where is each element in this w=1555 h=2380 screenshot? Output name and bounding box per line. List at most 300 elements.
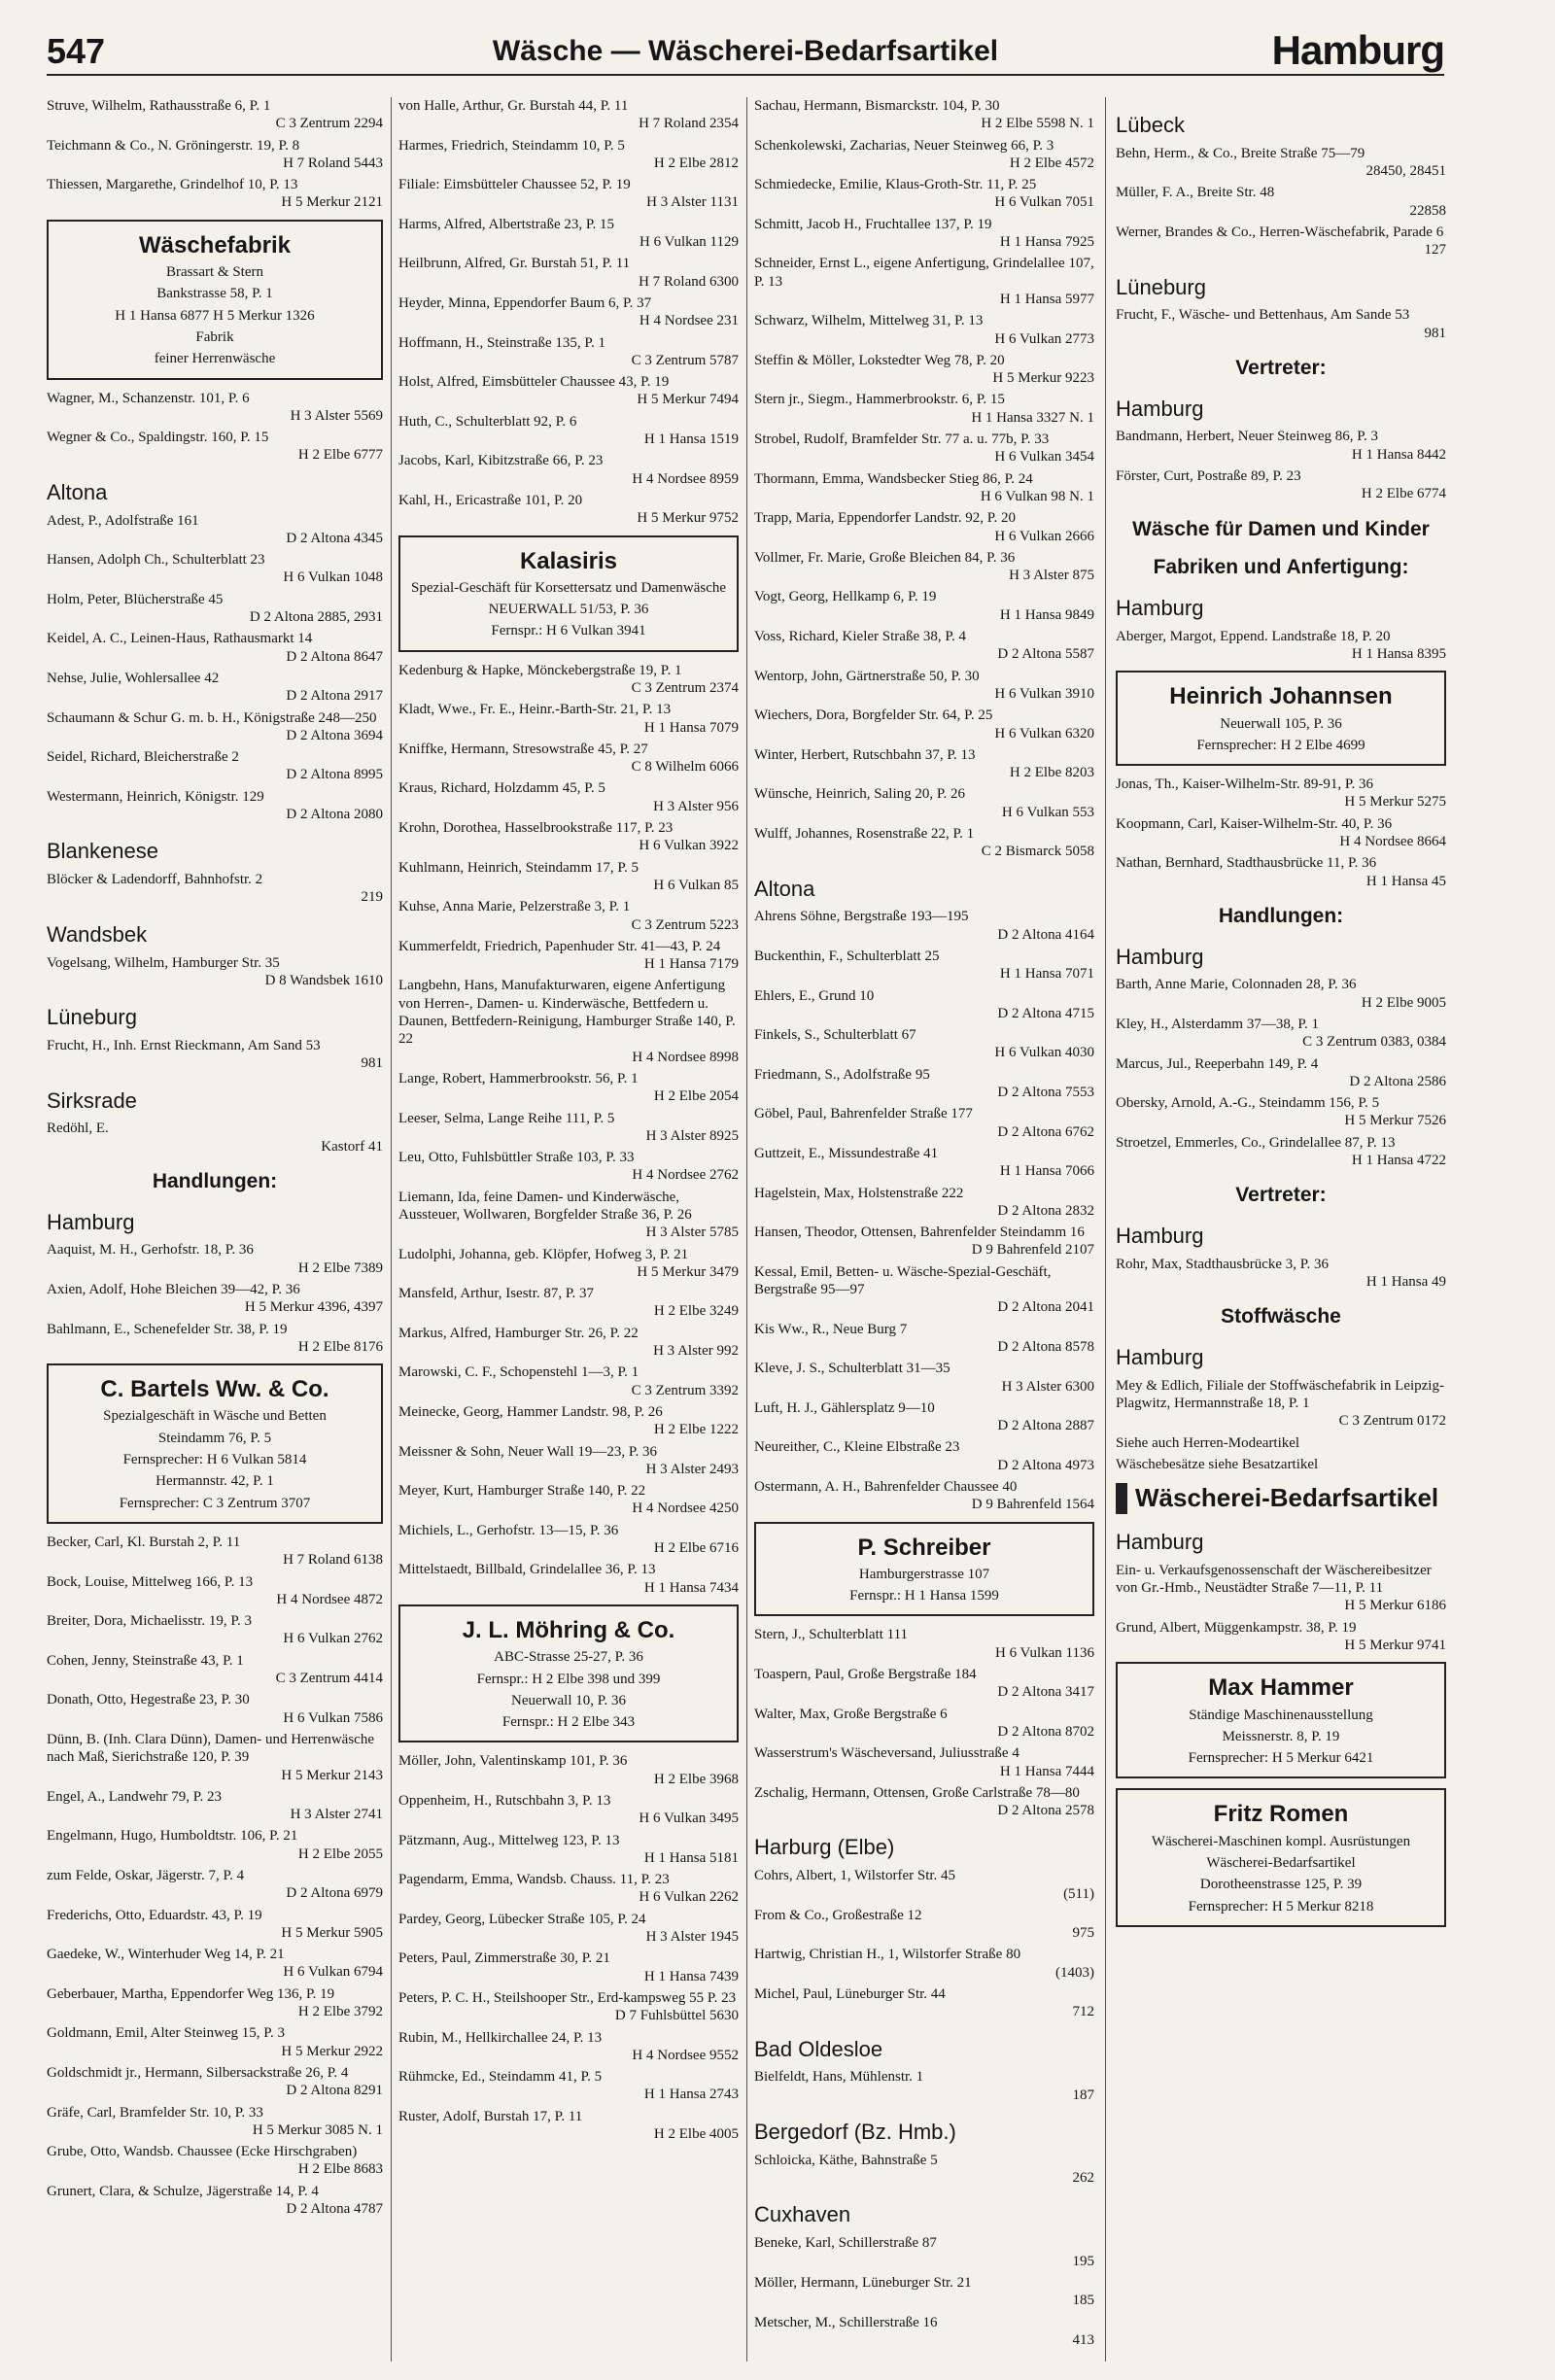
- listing-name: Hartwig, Christian H., 1, Wilstorfer Straße 80: [754, 1947, 1021, 1963]
- listing-entry: [47, 1691, 383, 1727]
- listing-name: Müller, F. A., Breite Str. 48: [1116, 185, 1275, 201]
- listing-phone: H 1 Hansa 7179: [643, 956, 739, 973]
- listing-entry: [398, 334, 739, 370]
- listing-name: Kuhlmann, Heinrich, Steindamm 17, P. 5: [398, 859, 639, 876]
- listing-phone: (1403): [1055, 1964, 1094, 1981]
- listing-phone: D 2 Altona 4973: [997, 1457, 1094, 1473]
- listing-name: Gaedeke, W., Winterhuder Weg 14, P. 21: [47, 1947, 285, 1963]
- listing-name: Wegner & Co., Spaldingstr. 160, P. 15: [47, 430, 269, 446]
- column-1: [47, 97, 383, 2362]
- listing-entry: [47, 1731, 383, 1784]
- listing-name: Pardey, Georg, Lübecker Straße 105, P. 24: [398, 1911, 646, 1927]
- listing-phone: D 2 Altona 2887: [997, 1418, 1094, 1434]
- listing-name: Pagendarm, Emma, Wandsb. Chauss. 11, P. 23: [398, 1872, 670, 1888]
- listing-name: Wiechers, Dora, Borgfelder Str. 64, P. 25: [754, 707, 993, 724]
- page-header: [47, 27, 1444, 76]
- listing-phone: Kastorf 41: [321, 1138, 383, 1155]
- section-heading: Handlungen:: [1218, 904, 1344, 927]
- listing-name: Cohrs, Albert, 1, Wilstorfer Str. 45: [754, 1868, 956, 1884]
- listing-entry: [398, 819, 739, 855]
- listing-phone: H 3 Alster 875: [1009, 568, 1094, 584]
- listing-phone: H 1 Hansa 7925: [999, 234, 1094, 251]
- advertisement-line: Wäscherei-Maschinen kompl. Ausrüstungen: [1151, 1833, 1411, 1849]
- listing-entry: [47, 1612, 383, 1648]
- listing-name: Ruster, Adolf, Burstah 17, P. 11: [398, 2108, 583, 2124]
- listing-phone: H 2 Elbe 4005: [653, 2126, 739, 2143]
- listing-phone: H 1 Hansa 9849: [999, 606, 1094, 623]
- listing-entry: [754, 1224, 1094, 1259]
- listing-name: Langbehn, Hans, Manufakturwaren, eigene Anfertigung von Herren-, Damen- u. Kinderwäsche, Bettfedern u. Daunen, Bettfedern-Reinigung, Hamburger Straße 140, P. 22: [398, 978, 736, 1048]
- page-city: Hamburg: [1271, 27, 1444, 73]
- listing-entry: [398, 97, 739, 133]
- advertisement-line: Neuerwall 10, P. 36: [511, 1692, 626, 1708]
- listing-phone: H 2 Elbe 8683: [297, 2161, 383, 2178]
- listing-phone: H 4 Nordsee 231: [639, 313, 739, 329]
- listing-entry: [754, 785, 1094, 821]
- listing-entry: [1116, 1134, 1446, 1170]
- advertisement-line: NEUERWALL 51/53, P. 36: [488, 602, 649, 618]
- listing-phone: H 5 Merkur 5275: [1344, 794, 1446, 811]
- column-rule: [391, 97, 392, 2362]
- listing-name: Hansen, Adolph Ch., Schulterblatt 23: [47, 552, 265, 569]
- listing-name: Leeser, Selma, Lange Reihe 111, P. 5: [398, 1110, 615, 1126]
- listing-name: Dünn, B. (Inh. Clara Dünn), Damen- und Herrenwäsche nach Maß, Sierichstraße 120, P. 39: [47, 1731, 374, 1766]
- listing-entry: [754, 2274, 1094, 2310]
- listing-phone: H 1 Hansa 3327 N. 1: [971, 409, 1094, 426]
- listing-phone: H 6 Vulkan 7051: [994, 194, 1094, 211]
- listing-phone: H 1 Hansa 5977: [999, 291, 1094, 307]
- listing-entry: [47, 97, 383, 133]
- listing-entry: [47, 1573, 383, 1609]
- listing-entry: [47, 748, 383, 784]
- listing-name: Wagner, M., Schanzenstr. 101, P. 6: [47, 390, 250, 406]
- listing-phone: D 2 Altona 3417: [997, 1684, 1094, 1701]
- advertisement-line: ABC-Strasse 25-27, P. 36: [494, 1649, 643, 1666]
- listing-entry: [398, 294, 739, 330]
- listing-entry: [398, 1911, 739, 1947]
- listing-entry: [398, 1246, 739, 1282]
- listing-entry: [754, 1478, 1094, 1514]
- listing-phone: 28450, 28451: [1365, 163, 1446, 180]
- listing-name: Luft, H. J., Gählersplatz 9—10: [754, 1399, 935, 1416]
- listing-phone: H 6 Vulkan 6320: [994, 725, 1094, 742]
- listing-name: Markus, Alfred, Hamburger Str. 26, P. 22: [398, 1325, 639, 1341]
- listing-entry: [754, 1360, 1094, 1396]
- listing-entry: [47, 670, 383, 706]
- listing-phone: C 3 Zentrum 5787: [631, 352, 739, 368]
- listing-name: Bahlmann, E., Schenefelder Str. 38, P. 19: [47, 1321, 288, 1337]
- listing-entry: [47, 1827, 383, 1863]
- listing-entry: [754, 948, 1094, 983]
- listing-name: Oppenheim, H., Rutschbahn 3, P. 13: [398, 1792, 611, 1809]
- listing-entry: [1116, 815, 1446, 851]
- listing-phone: 262: [1072, 2170, 1094, 2187]
- listing-phone: H 6 Vulkan 85: [653, 877, 739, 893]
- listing-phone: H 2 Elbe 5598 N. 1: [981, 116, 1094, 132]
- advertisement-line: Neuerwall 105, P. 36: [1220, 715, 1342, 732]
- listing-name: Geberbauer, Martha, Eppendorfer Weg 136, P. 19: [47, 1985, 335, 2002]
- listing-phone: D 2 Altona 4164: [997, 926, 1094, 943]
- page-title: Wäsche — Wäscherei-Bedarfsartikel: [492, 35, 999, 67]
- page-number: 547: [47, 31, 106, 71]
- listing-entry: [47, 1241, 383, 1277]
- listing-name: Kraus, Richard, Holzdamm 45, P. 5: [398, 780, 605, 797]
- listing-name: Schwarz, Wilhelm, Mittelweg 31, P. 13: [754, 313, 984, 329]
- listing-name: Wünsche, Heinrich, Saling 20, P. 26: [754, 786, 966, 803]
- column-rule: [746, 97, 747, 2362]
- listing-phone: C 3 Zentrum 3392: [631, 1382, 739, 1398]
- listing-entry: [754, 825, 1094, 861]
- listing-entry: [47, 2024, 383, 2060]
- section-heading: Vertreter:: [1235, 1184, 1327, 1207]
- listing-entry: [398, 492, 739, 528]
- listing-name: Steffin & Möller, Lokstedter Weg 78, P. 20: [754, 352, 1005, 368]
- listing-phone: D 9 Bahrenfeld 1564: [971, 1497, 1094, 1513]
- listing-name: Schenkolewski, Zacharias, Neuer Steinweg 66, P. 3: [754, 137, 1054, 154]
- section-heading: Stoffwäsche: [1221, 1305, 1341, 1328]
- listing-name: Harmes, Friedrich, Steindamm 10, P. 5: [398, 137, 625, 154]
- listing-entry: [754, 1263, 1094, 1317]
- listing-entry: [754, 628, 1094, 664]
- listing-phone: H 4 Nordsee 4250: [632, 1500, 739, 1517]
- listing-phone: H 3 Alster 5569: [290, 407, 383, 424]
- column-3: [754, 97, 1094, 2362]
- listing-entry: [754, 1784, 1094, 1820]
- listing-name: Engel, A., Landwehr 79, P. 23: [47, 1788, 222, 1805]
- listing-phone: H 1 Hansa 8442: [1351, 446, 1446, 463]
- listing-entry: [1116, 1055, 1446, 1091]
- advertisement-line: Ständige Maschinenausstellung: [1189, 1707, 1373, 1723]
- listing-entry: [398, 1871, 739, 1907]
- listing-entry: [754, 2234, 1094, 2270]
- listing-phone: 22858: [1409, 202, 1446, 219]
- listing-phone: H 6 Vulkan 3922: [639, 838, 739, 854]
- listing-phone: H 5 Merkur 6186: [1344, 1598, 1446, 1614]
- listing-phone: H 2 Elbe 2812: [653, 155, 739, 171]
- listing-entry: [398, 1110, 739, 1146]
- listing-entry: [47, 871, 383, 907]
- location-heading: Hamburg: [1116, 944, 1204, 969]
- listing-entry: [754, 549, 1094, 585]
- listing-name: Frederichs, Otto, Eduardstr. 43, P. 19: [47, 1907, 262, 1923]
- listing-phone: C 3 Zentrum 5223: [631, 916, 739, 933]
- listing-entry: [754, 1985, 1094, 2021]
- location-heading: Harburg (Elbe): [754, 1835, 895, 1860]
- listing-phone: H 3 Alster 1131: [646, 194, 739, 211]
- listing-name: Goldmann, Emil, Alter Steinweg 15, P. 3: [47, 2025, 285, 2042]
- listing-name: Stroetzel, Emmerles, Co., Grindelallee 87, P. 13: [1116, 1134, 1396, 1151]
- listing-name: Hagelstein, Max, Holstenstraße 222: [754, 1185, 964, 1201]
- listing-name: Jonas, Th., Kaiser-Wilhelm-Str. 89-91, P. 36: [1116, 776, 1374, 793]
- listing-entry: [754, 1438, 1094, 1474]
- listing-entry: [398, 1561, 739, 1597]
- listing-phone: H 5 Merkur 3085 N. 1: [252, 2121, 383, 2138]
- listing-entry: [1116, 1016, 1446, 1052]
- listing-name: Winter, Herbert, Rutschbahn 37, P. 13: [754, 746, 976, 763]
- advertisement-line: Wäscherei-Bedarfsartikel: [1206, 1855, 1356, 1872]
- listing-entry: [398, 741, 739, 776]
- listing-entry: [1116, 1434, 1446, 1452]
- listing-phone: C 3 Zentrum 2374: [631, 679, 739, 696]
- listing-phone: H 2 Elbe 3968: [653, 1771, 739, 1787]
- listing-name: Donath, Otto, Hegestraße 23, P. 30: [47, 1692, 250, 1708]
- listing-name: Schmitt, Jacob H., Fruchtallee 137, P. 19: [754, 216, 992, 232]
- listing-phone: H 1 Hansa 1519: [643, 431, 739, 448]
- listing-phone: H 5 Merkur 2143: [281, 1767, 383, 1783]
- advertisement-line: Spezial-Geschäft für Korsettersatz und Damenwäsche: [410, 579, 727, 596]
- listing-name: Schaumann & Schur G. m. b. H., Königstraße 248—250: [47, 709, 377, 726]
- listing-name: Holm, Peter, Blücherstraße 45: [47, 591, 224, 607]
- listing-phone: H 2 Elbe 7389: [297, 1259, 383, 1276]
- listing-phone: D 2 Altona 8578: [997, 1338, 1094, 1355]
- listing-phone: 187: [1072, 2087, 1094, 2103]
- listing-phone: H 1 Hansa 7079: [643, 719, 739, 736]
- listing-name: Friedmann, S., Adolfstraße 95: [754, 1066, 930, 1083]
- listing-name: Jacobs, Karl, Kibitzstraße 66, P. 23: [398, 453, 604, 469]
- listing-name: Göbel, Paul, Bahrenfelder Straße 177: [754, 1106, 973, 1122]
- listing-entry: [398, 2029, 739, 2065]
- listing-name: Kuhse, Anna Marie, Pelzerstraße 3, P. 1: [398, 899, 631, 915]
- listing-entry: [1116, 467, 1446, 503]
- listing-entry: [47, 591, 383, 627]
- advertisement-line: Fritz Romen: [1213, 1801, 1349, 1828]
- listing-entry: [754, 1666, 1094, 1702]
- listing-entry: [754, 176, 1094, 212]
- listing-name: Stern jr., Siegm., Hammerbrookstr. 6, P. 15: [754, 392, 1005, 408]
- listing-phone: H 6 Vulkan 553: [1001, 804, 1094, 820]
- listing-entry: [47, 1788, 383, 1824]
- listing-phone: H 3 Alster 2493: [645, 1461, 739, 1477]
- listing-phone: H 5 Merkur 3479: [637, 1263, 739, 1280]
- listing-phone: D 2 Altona 4715: [997, 1005, 1094, 1021]
- listing-phone: D 2 Altona 8995: [286, 767, 383, 783]
- listing-name: Kniffke, Hermann, Stresowstraße 45, P. 27: [398, 741, 648, 757]
- listing-phone: H 1 Hansa 7444: [999, 1763, 1094, 1779]
- listing-name: Vogelsang, Wilhelm, Hamburger Str. 35: [47, 954, 280, 971]
- listing-name: Sachau, Hermann, Bismarckstr. 104, P. 30: [754, 98, 1000, 114]
- listing-name: Pätzmann, Aug., Mittelweg 123, P. 13: [398, 1832, 620, 1848]
- listing-entry: [398, 859, 739, 895]
- advertisement-line: Fernsprecher: H 5 Merkur 6421: [1188, 1750, 1374, 1767]
- listing-phone: H 3 Alster 1945: [645, 1929, 739, 1946]
- listing-entry: [1116, 1619, 1446, 1655]
- listing-entry: [754, 1706, 1094, 1742]
- advertisement-line: Hermannstr. 42, P. 1: [156, 1473, 274, 1490]
- listing-phone: H 2 Elbe 2055: [297, 1845, 383, 1862]
- listing-entry: [754, 1867, 1094, 1903]
- listing-entry: [47, 630, 383, 666]
- listing-phone: H 6 Vulkan 1048: [283, 569, 383, 586]
- listing-phone: 413: [1072, 2331, 1094, 2348]
- listing-phone: H 3 Alster 2741: [290, 1807, 383, 1823]
- listing-name: Wäschebesätze siehe Besatzartikel: [1116, 1457, 1319, 1472]
- listing-phone: C 3 Zentrum 4414: [275, 1671, 383, 1687]
- listing-name: Thiessen, Margarethe, Grindelhof 10, P. 13: [47, 177, 298, 193]
- section-heading: Vertreter:: [1235, 357, 1327, 380]
- listing-entry: [754, 707, 1094, 742]
- listing-name: Wasserstrum's Wäscheversand, Juliusstraße 4: [754, 1745, 1019, 1762]
- listing-name: Grund, Albert, Müggenkampstr. 38, P. 19: [1116, 1619, 1357, 1636]
- location-heading: Hamburg: [1116, 1344, 1204, 1369]
- location-heading: Lübeck: [1116, 113, 1185, 137]
- listing-entry: [398, 977, 739, 1065]
- listing-name: Blöcker & Ladendorff, Bahnhofstr. 2: [47, 872, 263, 888]
- listing-name: Kummerfeldt, Friedrich, Papenhuder Str. 41—43, P. 24: [398, 938, 721, 954]
- listing-name: Kahl, H., Ericastraße 101, P. 20: [398, 492, 583, 508]
- listing-name: Mansfeld, Arthur, Isestr. 87, P. 37: [398, 1286, 595, 1302]
- column-4: [1116, 97, 1446, 2362]
- listing-phone: 981: [361, 1055, 383, 1072]
- listing-phone: H 7 Roland 6138: [283, 1552, 383, 1569]
- listing-entry: [1116, 1094, 1446, 1130]
- listing-entry: [754, 987, 1094, 1023]
- listing-name: Bock, Louise, Mittelweg 166, P. 13: [47, 1573, 254, 1590]
- listing-phone: D 2 Altona 7553: [997, 1085, 1094, 1101]
- advertisement-line: Dorotheenstrasse 125, P. 39: [1199, 1877, 1363, 1893]
- listing-name: Frucht, F., Wäsche- und Bettenhaus, Am Sande 53: [1116, 307, 1410, 324]
- listing-phone: H 6 Vulkan 4030: [994, 1045, 1094, 1061]
- listing-name: Mittelstaedt, Billbald, Grindelallee 36, P. 13: [398, 1562, 656, 1578]
- listing-entry: [398, 1482, 739, 1518]
- listing-name: Kedenburg & Hapke, Mönckebergstraße 19, P. 1: [398, 662, 682, 678]
- listing-entry: [398, 1285, 739, 1321]
- listing-name: Rühmcke, Ed., Steindamm 41, P. 5: [398, 2069, 603, 2086]
- listing-phone: D 2 Altona 2586: [1349, 1073, 1446, 1089]
- listing-phone: D 2 Altona 5587: [997, 646, 1094, 663]
- listing-phone: D 2 Altona 3694: [286, 727, 383, 743]
- listing-name: Goldschmidt jr., Hermann, Silbersackstraße 26, P. 4: [47, 2064, 349, 2081]
- listing-entry: [398, 701, 739, 737]
- listing-name: Ehlers, E., Grund 10: [754, 987, 875, 1004]
- listing-name: Westermann, Heinrich, Königstr. 129: [47, 788, 264, 805]
- location-heading: Altona: [754, 876, 815, 901]
- listing-name: Ludolphi, Johanna, geb. Klöpfer, Hofweg 3, P. 21: [398, 1246, 689, 1262]
- listing-name: Redöhl, E.: [47, 1121, 109, 1137]
- listing-name: Liemann, Ida, feine Damen- und Kinderwäsche, Aussteuer, Wollwaren, Borgfelder Straße 36, P. 26: [398, 1189, 692, 1223]
- listing-name: Metscher, M., Schillerstraße 16: [754, 2314, 938, 2330]
- listing-name: Wentorp, John, Gärtnerstraße 50, P. 30: [754, 668, 980, 684]
- listing-name: Lange, Robert, Hammerbrookstr. 56, P. 1: [398, 1070, 639, 1087]
- listing-phone: D 2 Altona 2917: [286, 688, 383, 705]
- listing-phone: H 5 Merkur 9223: [992, 370, 1094, 387]
- listing-phone: H 2 Elbe 2054: [653, 1088, 739, 1105]
- listing-entry: [398, 2108, 739, 2144]
- listing-name: Vollmer, Fr. Marie, Große Bleichen 84, P. 36: [754, 549, 1016, 566]
- listing-phone: H 6 Vulkan 3910: [994, 685, 1094, 702]
- advertisement-line: Wäschefabrik: [138, 231, 292, 259]
- listing-name: Koopmann, Carl, Kaiser-Wilhelm-Str. 40, P. 36: [1116, 815, 1393, 832]
- listing-entry: [754, 431, 1094, 466]
- section-heading: Wäsche für Damen und Kinder: [1132, 517, 1430, 540]
- listing-phone: H 3 Alster 956: [653, 798, 739, 814]
- listing-entry: [754, 588, 1094, 624]
- listing-name: Barth, Anne Marie, Colonnaden 28, P. 36: [1116, 977, 1357, 993]
- listing-phone: H 6 Vulkan 3454: [994, 449, 1094, 466]
- listing-entry: [754, 1946, 1094, 1982]
- listing-entry: [47, 551, 383, 587]
- listing-entry: [398, 779, 739, 815]
- listing-name: Peters, P. C. H., Steilshooper Str., Erd-kampsweg 55 P. 23: [398, 1989, 737, 2006]
- listing-name: Schmiedecke, Emilie, Klaus-Groth-Str. 11, P. 25: [754, 177, 1037, 193]
- listing-name: Zschalig, Hermann, Ottensen, Große Carlstraße 78—80: [754, 1784, 1080, 1801]
- listing-name: zum Felde, Oskar, Jägerstr. 7, P. 4: [47, 1868, 245, 1883]
- listing-phone: D 2 Altona 2885, 2931: [249, 609, 383, 626]
- advertisement-box: [398, 1604, 739, 1742]
- listing-entry: [754, 1321, 1094, 1357]
- listing-entry: [754, 137, 1094, 173]
- listing-name: Heyder, Minna, Eppendorfer Baum 6, P. 37: [398, 294, 652, 311]
- listing-entry: [1116, 224, 1446, 259]
- location-heading: Bergedorf (Bz. Hmb.): [754, 2120, 956, 2145]
- listing-phone: H 6 Vulkan 2762: [283, 1631, 383, 1647]
- listing-name: Möller, John, Valentinskamp 101, P. 36: [398, 1753, 628, 1770]
- advertisement-line: Fernspr.: H 2 Elbe 398 und 399: [476, 1671, 661, 1687]
- listing-phone: H 6 Vulkan 2666: [994, 528, 1094, 544]
- listing-entry: [47, 137, 383, 173]
- listing-phone: D 2 Altona 6979: [286, 1885, 383, 1902]
- listing-entry: [47, 1281, 383, 1317]
- listing-entry: [47, 2183, 383, 2219]
- listing-phone: H 2 Elbe 3792: [297, 2004, 383, 2020]
- listing-entry: [754, 2068, 1094, 2104]
- listing-phone: D 2 Altona 8647: [286, 648, 383, 665]
- listing-phone: H 7 Roland 2354: [639, 116, 739, 132]
- listing-name: Marcus, Jul., Reeperbahn 149, P. 4: [1116, 1055, 1319, 1072]
- listing-entry: [1116, 1562, 1446, 1615]
- listing-entry: [754, 2152, 1094, 2188]
- listing-name: Ostermann, A. H., Bahrenfelder Chaussee 40: [754, 1479, 1018, 1496]
- listing-phone: D 2 Altona 4345: [286, 530, 383, 546]
- listing-entry: [47, 1652, 383, 1688]
- listing-name: Nehse, Julie, Wohlersallee 42: [47, 670, 220, 686]
- listing-entry: [754, 352, 1094, 388]
- advertisement-line: Fernspr.: H 6 Vulkan 3941: [491, 623, 646, 639]
- listing-entry: [1116, 976, 1446, 1012]
- listing-entry: [398, 1522, 739, 1558]
- listing-phone: D 2 Altona 4787: [286, 2201, 383, 2218]
- listing-name: Michiels, L., Gerhofstr. 13—15, P. 36: [398, 1522, 619, 1538]
- listing-name: Becker, Carl, Kl. Burstah 2, P. 11: [47, 1534, 241, 1550]
- listing-phone: H 2 Elbe 1222: [653, 1422, 739, 1438]
- listing-entry: [754, 470, 1094, 506]
- listing-name: Rohr, Max, Stadthausbrücke 3, P. 36: [1116, 1256, 1329, 1272]
- listing-name: Michel, Paul, Lüneburger Str. 44: [754, 1986, 946, 2003]
- location-heading: Hamburg: [1116, 396, 1204, 421]
- listing-phone: H 7 Roland 5443: [283, 155, 383, 171]
- listing-phone: H 6 Vulkan 7586: [283, 1709, 383, 1726]
- category-banner: Wäscherei-Bedarfsartikel: [1116, 1483, 1446, 1514]
- listing-entry: [398, 255, 739, 291]
- listing-phone: H 4 Nordsee 9552: [632, 2047, 739, 2063]
- listing-name: Nathan, Bernhard, Stadthausbrücke 11, P. 36: [1116, 855, 1377, 872]
- listing-entry: [754, 668, 1094, 704]
- column-rule: [1105, 97, 1106, 2362]
- advertisement-line: Heinrich Johannsen: [1169, 683, 1393, 710]
- advertisement-box: [1116, 671, 1446, 766]
- listing-name: Förster, Curt, Postraße 89, P. 23: [1116, 468, 1301, 485]
- listing-name: Krohn, Dorothea, Hasselbrookstraße 117, P. 23: [398, 820, 674, 837]
- listing-entry: [398, 137, 739, 173]
- listing-phone: H 1 Hansa 49: [1365, 1274, 1446, 1291]
- listing-name: Keidel, A. C., Leinen-Haus, Rathausmarkt 14: [47, 631, 313, 647]
- listing-name: Frucht, H., Inh. Ernst Rieckmann, Am Sand 53: [47, 1037, 321, 1053]
- listing-name: Rubin, M., Hellkirchallee 24, P. 13: [398, 2029, 603, 2046]
- listing-entry: [47, 1037, 383, 1073]
- listing-name: Siehe auch Herren-Modeartikel: [1116, 1434, 1300, 1451]
- listing-name: Finkels, S., Schulterblatt 67: [754, 1027, 916, 1044]
- listing-entry: [398, 1792, 739, 1828]
- listing-phone: D 2 Altona 2080: [286, 807, 383, 822]
